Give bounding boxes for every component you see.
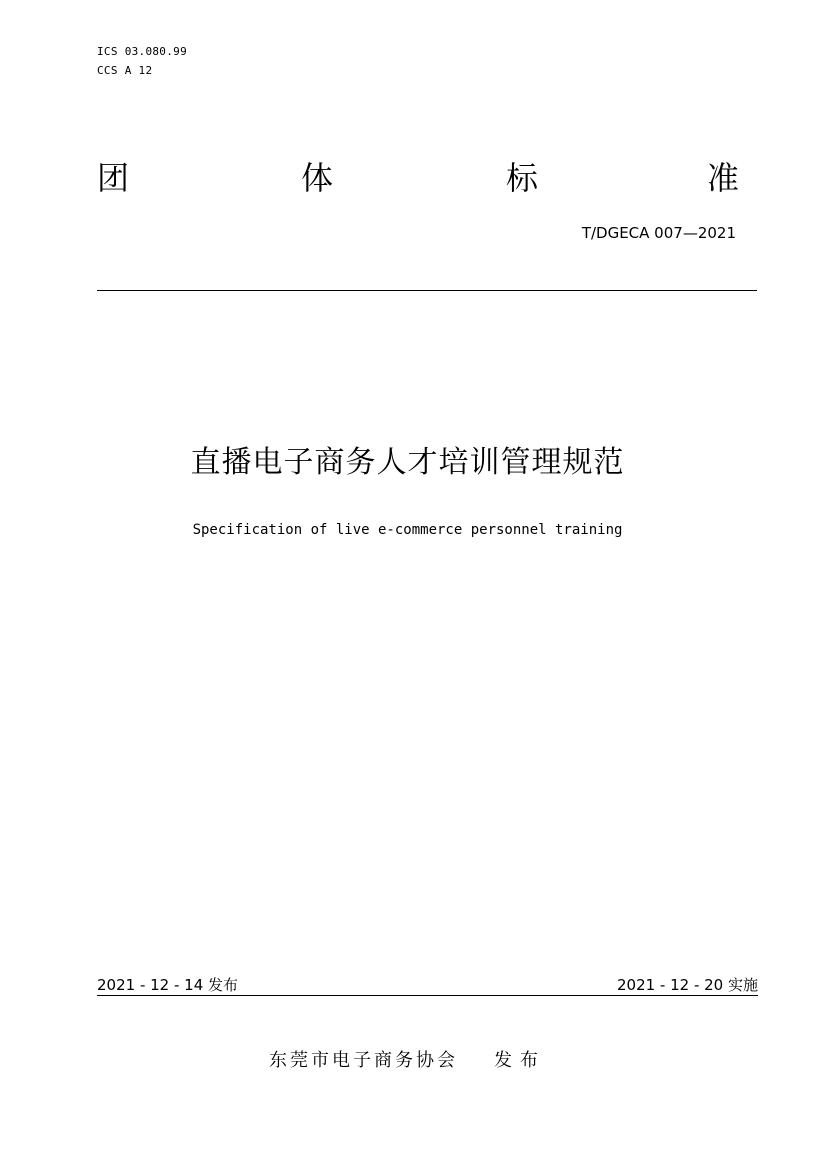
standard-type-heading	[97, 158, 743, 202]
publisher-line	[0, 1048, 815, 1074]
standard-type-char-3: 标	[506, 159, 539, 197]
publisher-name: 东莞市电子商务协会	[269, 1050, 458, 1071]
standard-number: T/DGECA 007—2021	[581, 224, 736, 242]
standard-type-char-1: 团	[97, 159, 130, 197]
publish-date: 2021 - 12 - 14 发布	[97, 976, 239, 994]
header-divider	[97, 290, 757, 291]
ccs-code: CCS A 12	[97, 64, 153, 77]
publisher-action: 发布	[494, 1050, 546, 1071]
document-title-english: Specification of live e-commerce personnel training	[192, 522, 623, 538]
document-title-chinese: 直播电子商务人才培训管理规范	[190, 445, 625, 480]
effective-date: 2021 - 12 - 20 实施	[616, 976, 758, 994]
standard-type-char-2: 体	[301, 159, 334, 197]
standard-type-char-4: 准	[707, 159, 740, 197]
classification-codes	[97, 42, 187, 80]
ics-code: ICS 03.080.99	[97, 45, 187, 58]
date-divider	[97, 995, 758, 996]
